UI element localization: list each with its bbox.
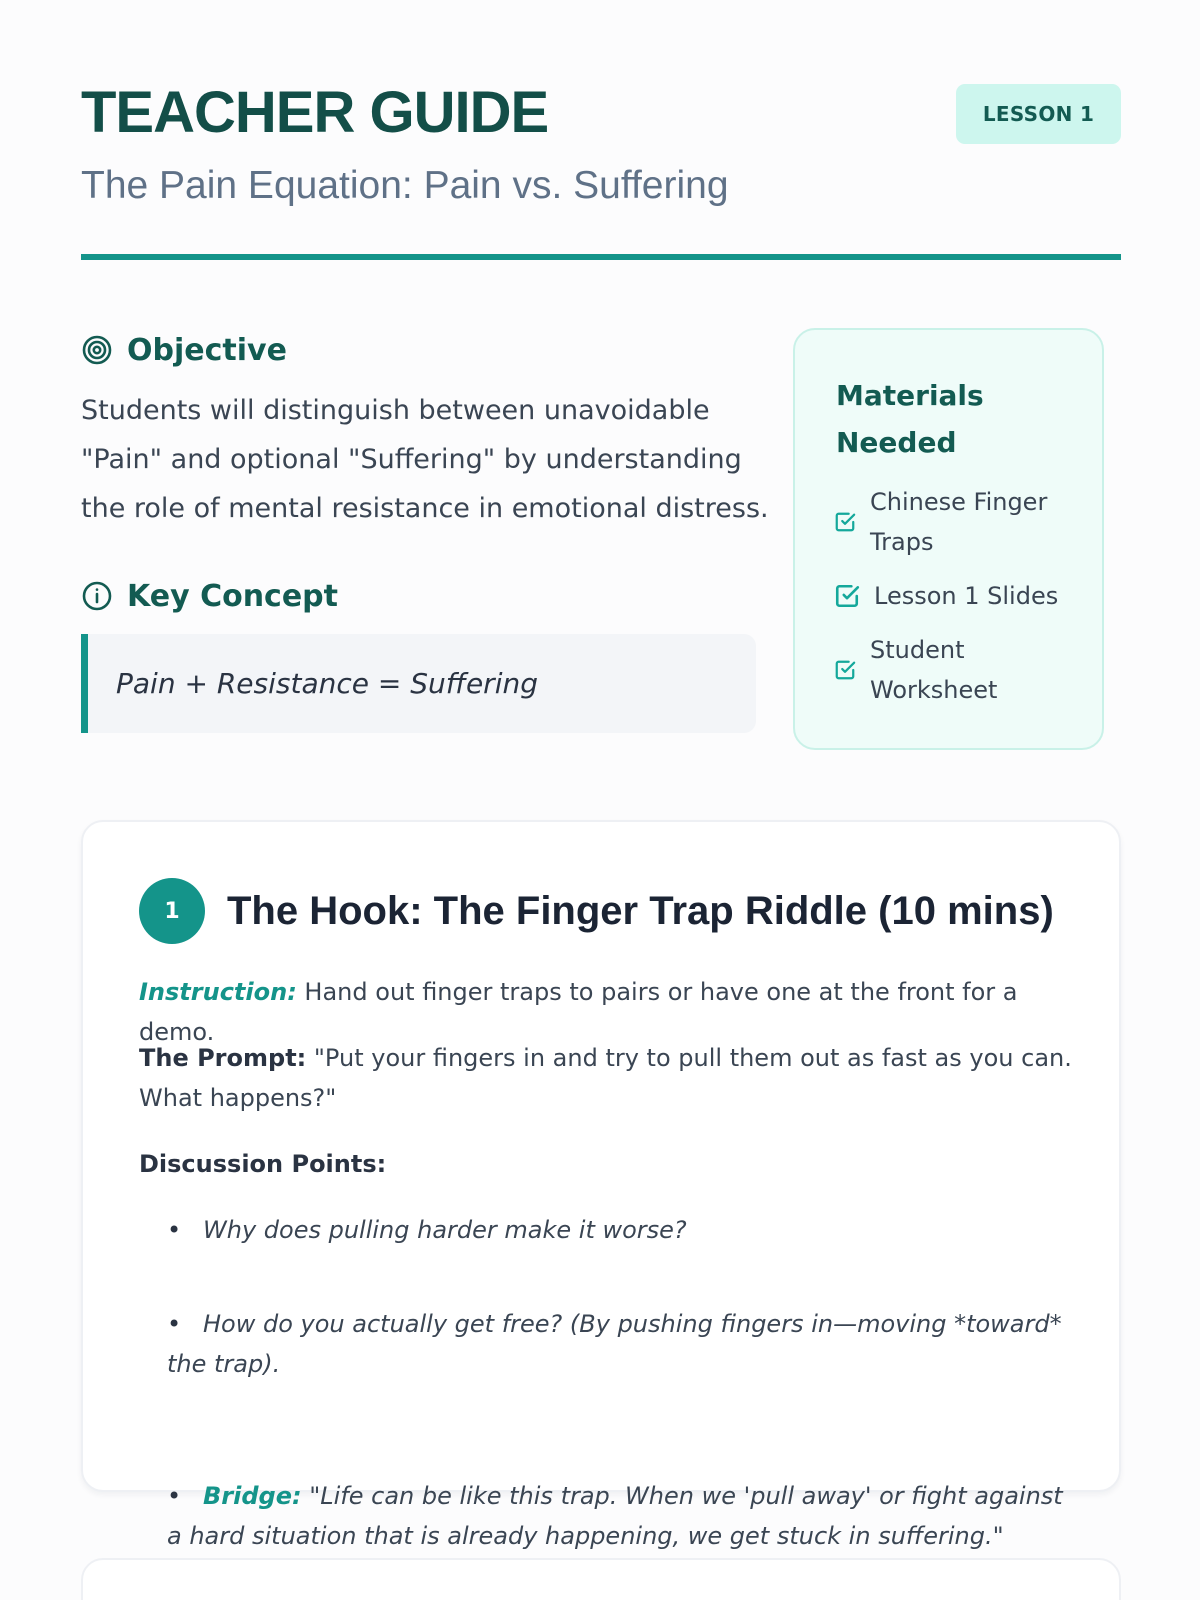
step-card-2 [81,1558,1121,1600]
objective-heading-label: Objective [127,332,287,368]
step-card-1 [81,820,1121,1550]
instruction-label: Instruction: [139,978,297,1006]
target-icon [81,334,113,366]
step-number-badge: 1 [139,878,205,944]
materials-title: Materials Needed [836,379,984,459]
header-divider [81,254,1121,260]
material-item [834,482,1060,562]
material-label: Chinese Finger Traps [870,488,1048,556]
material-item [834,576,1058,616]
discussion-label: Discussion Points: [139,1150,387,1178]
key-concept-heading-label: Key Concept [127,578,338,614]
objective-text: Students will distinguish between unavoidable "Pain" and optional "Suffering" by understanding the role of mental resistance in emotional distress. [81,395,769,524]
discussion-list [167,1210,1067,1550]
list-item [167,1210,1067,1250]
bridge-text: "Life can be like this trap. When we 'pull away' or fight against a hard situation that is already happening, we get stuck in suffering." [167,1482,1063,1550]
bullet-text: Why does pulling harder make it worse? [203,1216,687,1244]
lesson-badge: LESSON 1 [956,84,1121,144]
check-square-icon [834,583,860,609]
list-item [167,1476,1067,1556]
check-square-icon [834,659,856,681]
page-header [81,0,1121,262]
list-item [167,1304,1067,1384]
instruction-text: Hand out finger traps to pairs or have one at the front for a demo. [139,978,1018,1046]
check-square-icon [834,511,856,533]
prompt-text: "Put your fingers in and try to pull them out as fast as you can. What happens?" [139,1044,1072,1112]
bullet-icon: • [167,1310,182,1338]
bullet-text: How do you actually get free? (By pushing fingers in—moving *toward* the trap). [167,1310,1062,1378]
objective-heading [81,330,287,370]
step-header [139,878,1054,944]
key-concept-heading [81,576,338,616]
key-concept-formula: Pain + Resistance = Suffering [81,634,756,733]
bullet-icon: • [167,1482,182,1510]
prompt-paragraph [139,1038,1079,1118]
bridge-label: Bridge: [203,1482,302,1510]
material-label: Student Worksheet [870,636,998,704]
material-item [834,630,1020,710]
prompt-label: The Prompt: [139,1044,307,1072]
page-title: TEACHER GUIDE [81,80,549,145]
teacher-guide-page [81,0,1121,1550]
bullet-icon: • [167,1216,182,1244]
info-icon [81,580,113,612]
page-subtitle: The Pain Equation: Pain vs. Suffering [81,164,729,207]
step-title: The Hook: The Finger Trap Riddle (10 mins) [227,888,1054,933]
material-label: Lesson 1 Slides [874,582,1059,610]
